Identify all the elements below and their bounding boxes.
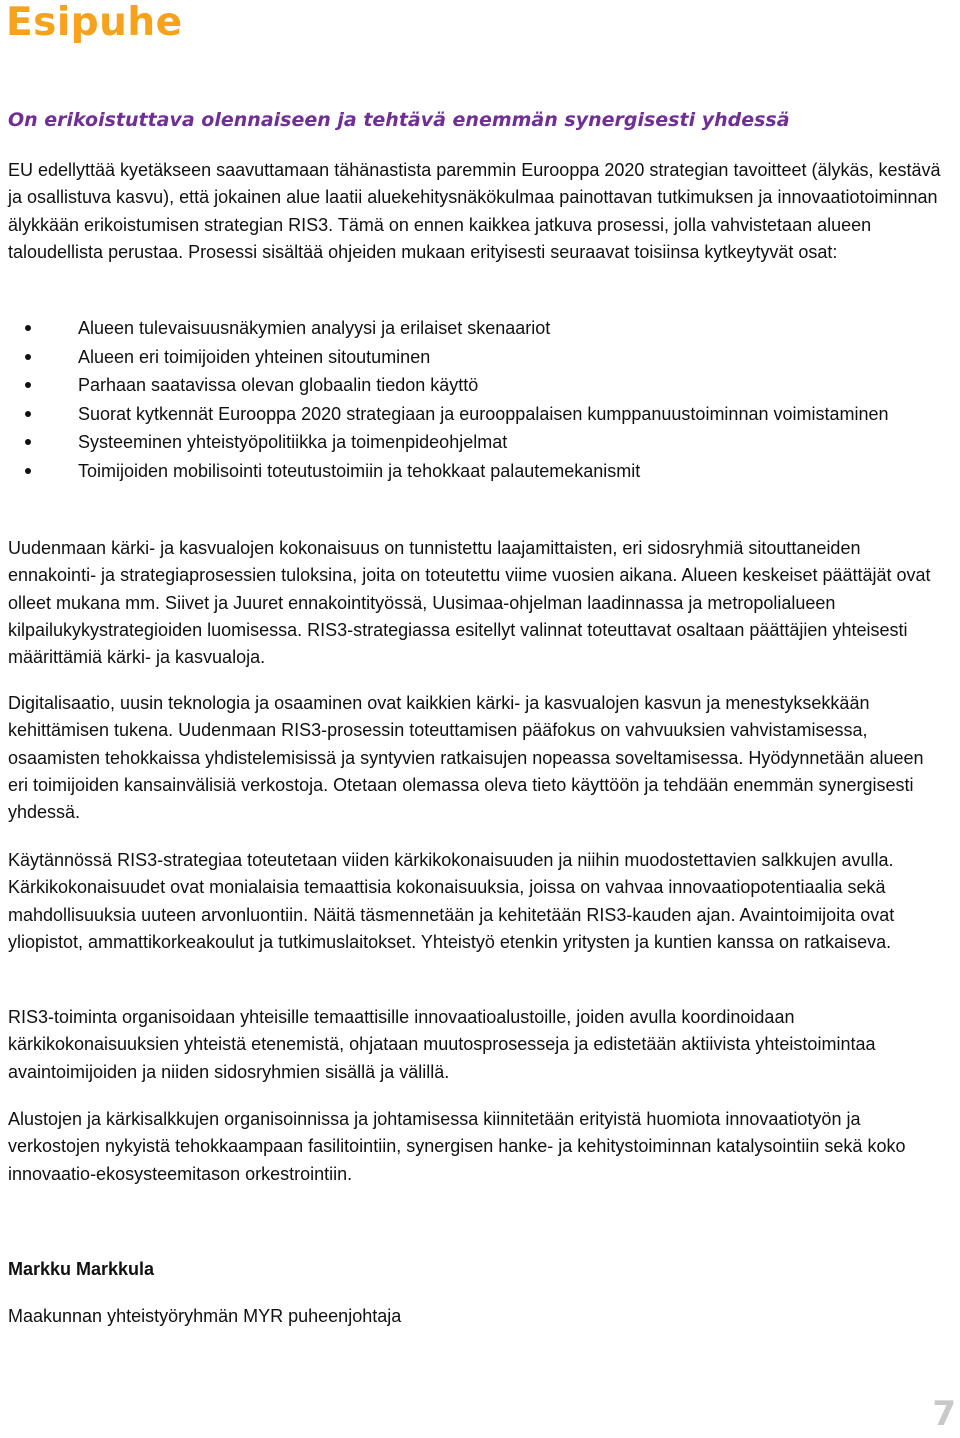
bullet-list: [0, 314, 950, 485]
list-item-text: Toimijoiden mobilisointi toteutustoimiin ja tehokkaat palautemekanismit: [78, 460, 641, 481]
signature-role: Maakunnan yhteistyöryhmän MYR puheenjohtaja: [8, 1306, 402, 1326]
bullet-icon: [25, 382, 31, 388]
signature-name: Markku Markkula: [8, 1259, 155, 1279]
list-item-text: Parhaan saatavissa olevan globaalin tiedon käyttö: [78, 375, 479, 395]
bullet-icon: [25, 468, 31, 474]
bullet-icon: [25, 325, 31, 331]
body-paragraph: Alustojen ja kärkisalkkujen organisoinnissa ja johtamisessa kiinnitetään erityistä huomiota innovaatiotyön ja verkostojen nykyistä tehokkaampaan fasilitointiin, synergisen hanke- ja kehitystoiminnan katalysointiin sekä koko innovaatio-ekosysteemitason orkestrointiin.: [8, 1109, 906, 1184]
intro-paragraph: EU edellyttää kyetäkseen saavuttamaan tähänastista paremmin Eurooppa 2020 strategian tavoitteet (älykäs, kestävä ja osallistuva kasvu), että jokainen alue laatii aluekehitysnäkökulmaa painottavan tutkimuksen ja innovaatiotoiminnan älykkään erikoistumisen strategian RIS3. Tämä on ennen kaikkea jatkuva prosessi, jolla vahvistetaan alueen taloudellista perustaa. Prosessi sisältää ohjeiden mukaan erityisesti seuraavat toisiinsa kytkeytyvät osat:: [8, 160, 941, 262]
list-item-text: Alueen tulevaisuusnäkymien analyysi ja erilaiset skenaariot: [78, 318, 551, 338]
list-item: [0, 457, 950, 486]
section-subtitle: On erikoistuttava olennaiseen ja tehtävä enemmän synergisesti yhdessä: [8, 109, 790, 131]
body-paragraph: Uudenmaan kärki- ja kasvualojen kokonaisuus on tunnistettu laajamittaisten, eri sidosryhmiä sitouttaneiden ennakointi- ja strategiaprosessien tuloksina, joita on toteutettu viime vuosien aikana. Alueen keskeiset päättäjät ovat olleet mukana mm. Siivet ja Juuret ennakointityössä, Uusimaa-ohjelman laadinnassa ja metropolialueen kilpailukykystrategioiden luomisessa. RIS3-strategiassa esitellyt valinnat toteuttavat osaltaan päättäjien yhteisesti määrittämiä kärki- ja kasvualoja.: [8, 538, 931, 668]
bullet-icon: [25, 354, 31, 360]
body-paragraph: Käytännössä RIS3-strategiaa toteutetaan viiden kärkikokonaisuuden ja niihin muodostettavien salkkujen avulla. Kärkikokonaisuudet ovat monialaisia temaattisia kokonaisuuksia, joissa on vahvaa innovaatiopotentiaalia sekä mahdollisuuksia uuteen arvonluontiin. Näitä täsmennetään ja kehitetään RIS3-kauden ajan. Avaintoimijoita ovat yliopistot, ammattikorkeakoulut ja tutkimuslaitokset. Yhteistyö etenkin yritysten ja kuntien kanssa on ratkaiseva.: [8, 850, 895, 952]
list-item: [0, 343, 950, 372]
list-item-text: Suorat kytkennät Eurooppa 2020 strategiaan ja eurooppalaisen kumppanuustoiminnan voimistaminen: [78, 403, 889, 424]
body-paragraph: RIS3-toiminta organisoidaan yhteisille temaattisille innovaatioalustoille, joiden avulla koordinoidaan kärkikokonaisuuksien yhteistä etenemistä, ohjataan muutosprosesseja ja edistetään aktiivista yhteistoimintaa avaintoimijoiden ja niiden sidosryhmien sisällä ja välillä.: [8, 1007, 876, 1082]
page-number: 7: [932, 1394, 956, 1434]
list-item: [0, 400, 950, 429]
list-item: [0, 428, 950, 457]
list-item-text: Systeeminen yhteistyöpolitiikka ja toimenpideohjelmat: [78, 432, 508, 452]
page-title: Esipuhe: [6, 0, 183, 45]
list-item: [0, 371, 950, 400]
bullet-icon: [25, 411, 31, 417]
bullet-icon: [25, 439, 31, 445]
body-paragraph: Digitalisaatio, uusin teknologia ja osaaminen ovat kaikkien kärki- ja kasvualojen kasvun ja menestyksekkään kehittämisen tukena. Uudenmaan RIS3-prosessin toteuttamisen pääfokus on vahvuuksien vahvistamisessa, osaamisten tehokkaissa yhdistelemisissä ja syntyvien ratkaisujen nopeassa soveltamisessa. Hyödynnetään alueen eri toimijoiden kansainvälisiä verkostoja. Otetaan olemassa oleva tieto käyttöön ja tehdään enemmän synergisesti yhdessä.: [8, 693, 924, 823]
list-item-text: Alueen eri toimijoiden yhteinen sitoutuminen: [78, 346, 431, 367]
list-item: [0, 314, 950, 343]
